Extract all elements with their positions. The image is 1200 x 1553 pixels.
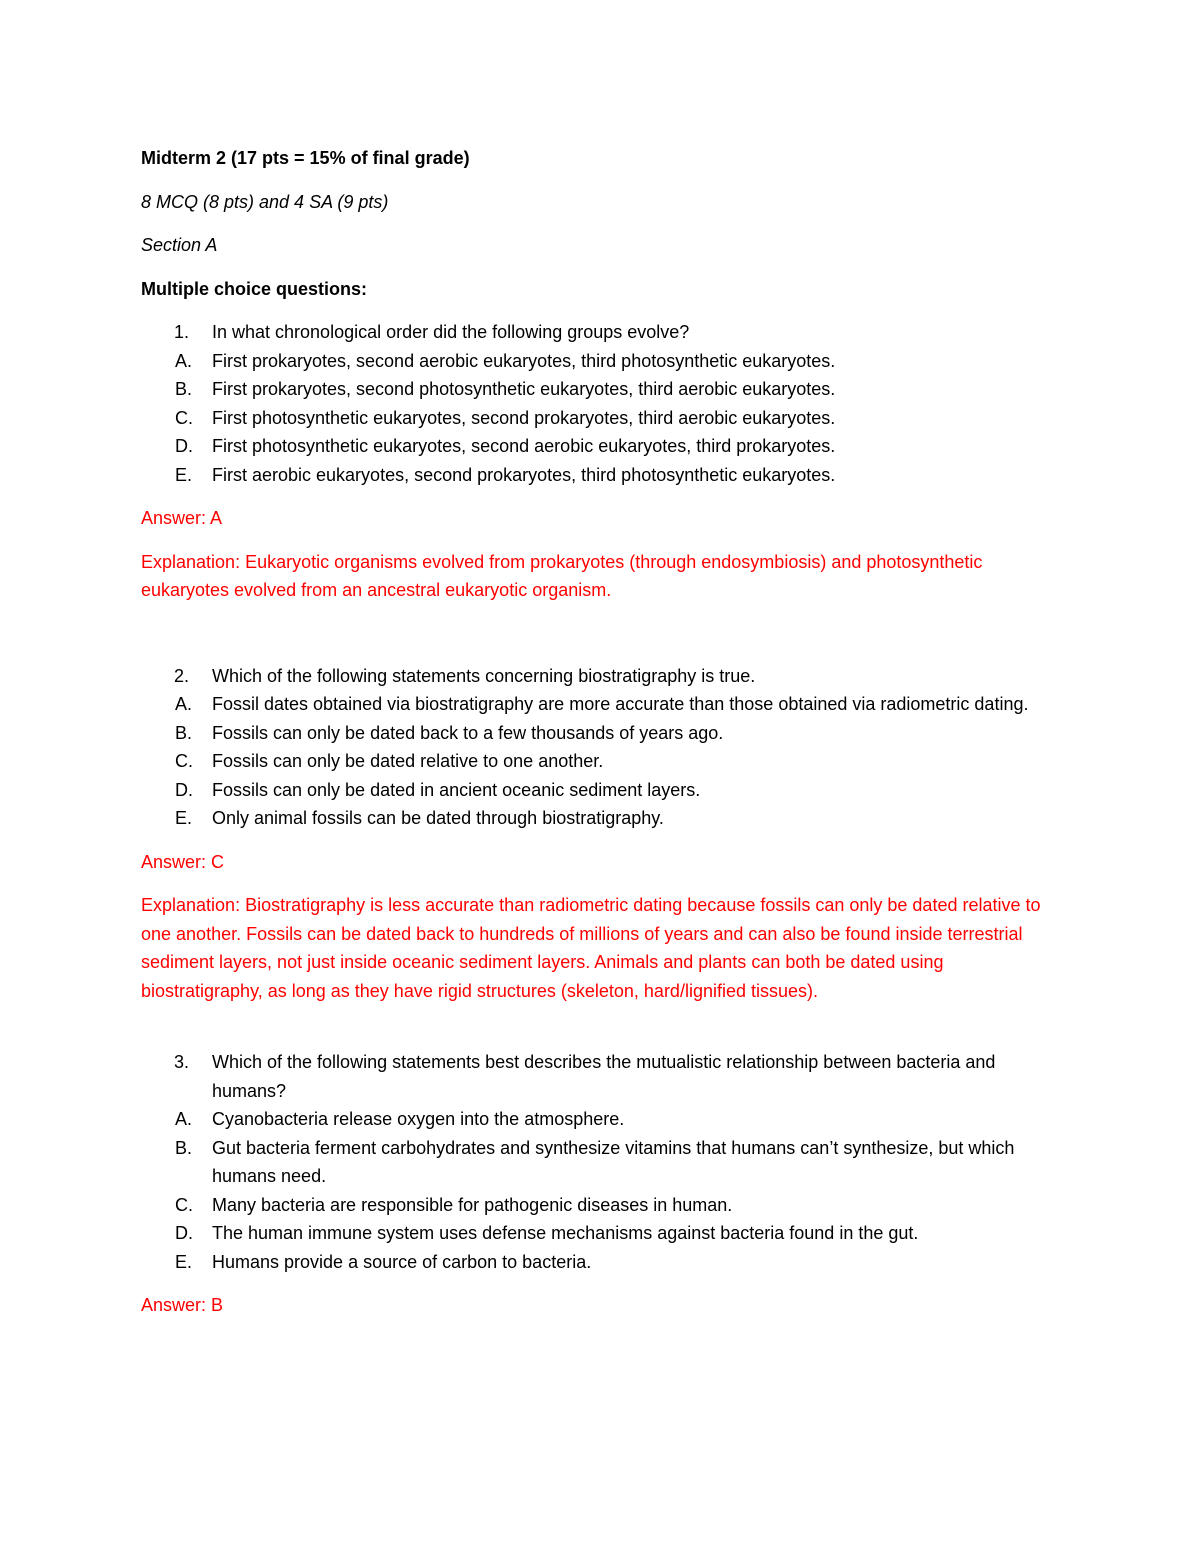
question-2-options [141,690,1061,833]
question-2-answer: Answer: C [141,851,225,872]
question-2-option-b [141,719,1061,748]
option-text: Fossils can only be dated relative to one another. [212,751,604,771]
option-letter: B. [175,379,193,399]
question-2-stem [141,662,1061,691]
option-text: First prokaryotes, second aerobic eukaryotes, third photosynthetic eukaryotes. [212,350,836,371]
option-letter: D. [175,436,193,456]
option-text: Fossils can only be dated in ancient oceanic sediment layers. [212,779,701,800]
question-3-option-c [141,1191,1061,1220]
question-3-text: Which of the following statements best describes the mutualistic relationship between bacteria and humans? [212,1052,996,1101]
question-3-option-b [141,1134,1061,1191]
option-letter: E. [175,808,193,828]
question-1-stem [141,318,1061,347]
option-letter: B. [175,722,193,743]
document-content [141,144,1061,1335]
option-text: First photosynthetic eukaryotes, second aerobic eukaryotes, third prokaryotes. [212,436,836,456]
option-text: First photosynthetic eukaryotes, second prokaryotes, third aerobic eukaryotes. [212,407,836,428]
option-text: Fossil dates obtained via biostratigraphy are more accurate than those obtained via radiometric dating. [212,694,1029,714]
option-letter: D. [175,1223,193,1243]
question-1 [141,318,1061,605]
option-letter: E. [175,464,193,485]
option-text: Many bacteria are responsible for pathogenic diseases in human. [212,1194,733,1215]
question-1-number: 1. [174,322,190,342]
question-3 [141,1048,1061,1320]
option-letter: C. [175,1194,193,1215]
question-2-text: Which of the following statements concerning biostratigraphy is true. [212,665,756,686]
option-letter: C. [175,407,193,428]
option-text: Gut bacteria ferment carbohydrates and synthesize vitamins that humans can’t synthesize, but which humans need. [212,1137,1015,1186]
question-1-option-b [141,375,1061,404]
question-2-option-d [141,776,1061,805]
option-letter: D. [175,779,193,800]
option-letter: A. [175,1109,193,1129]
question-3-options [141,1105,1061,1276]
question-3-stem [141,1048,1061,1105]
option-text: The human immune system uses defense mechanisms against bacteria found in the gut. [212,1223,919,1243]
question-3-answer: Answer: B [141,1295,224,1315]
question-2-option-c [141,747,1061,776]
page-title: Midterm 2 (17 pts = 15% of final grade) [141,148,470,168]
spacer [141,1020,1061,1048]
question-2-explanation: Explanation: Biostratigraphy is less accurate than radiometric dating because fossils can only be dated relative to one another. Fossils can be dated back to hundreds of millions of years and can also be found inside terrestrial sediment layers, not just inside oceanic sediment layers. Animals and plants can both be dated using biostratigraphy, as long as they have rigid structures (skeleton, hard/lignified tissues). [141,895,1041,1001]
question-1-text: In what chronological order did the following groups evolve? [212,322,690,342]
question-3-option-e [141,1248,1061,1277]
question-1-option-e [141,461,1061,490]
question-1-answer: Answer: A [141,508,223,528]
option-letter: E. [175,1251,193,1272]
option-text: First aerobic eukaryotes, second prokaryotes, third photosynthetic eukaryotes. [212,464,836,485]
mcq-heading: Multiple choice questions: [141,278,368,299]
question-2-option-a [141,690,1061,719]
question-1-explanation: Explanation: Eukaryotic organisms evolved from prokaryotes (through endosymbiosis) and photosynthetic eukaryotes evolved from an ancestral eukaryotic organism. [141,551,983,600]
section-label: Section A [141,235,218,255]
question-2-number: 2. [174,665,190,686]
exam-format: 8 MCQ (8 pts) and 4 SA (9 pts) [141,191,389,212]
question-3-option-d [141,1219,1061,1248]
option-text: Cyanobacteria release oxygen into the atmosphere. [212,1109,625,1129]
question-1-option-a [141,347,1061,376]
question-3-number: 3. [174,1052,190,1072]
option-letter: A. [175,350,193,371]
question-2 [141,662,1061,1006]
question-1-options [141,347,1061,490]
question-2-option-e [141,804,1061,833]
option-text: Fossils can only be dated back to a few thousands of years ago. [212,722,724,743]
option-letter: B. [175,1137,193,1158]
option-text: First prokaryotes, second photosynthetic eukaryotes, third aerobic eukaryotes. [212,379,836,399]
question-1-option-d [141,432,1061,461]
option-text: Humans provide a source of carbon to bacteria. [212,1251,592,1272]
question-1-option-c [141,404,1061,433]
option-letter: C. [175,751,193,771]
spacer [141,620,1061,662]
question-3-option-a [141,1105,1061,1134]
option-text: Only animal fossils can be dated through biostratigraphy. [212,808,664,828]
option-letter: A. [175,694,193,714]
